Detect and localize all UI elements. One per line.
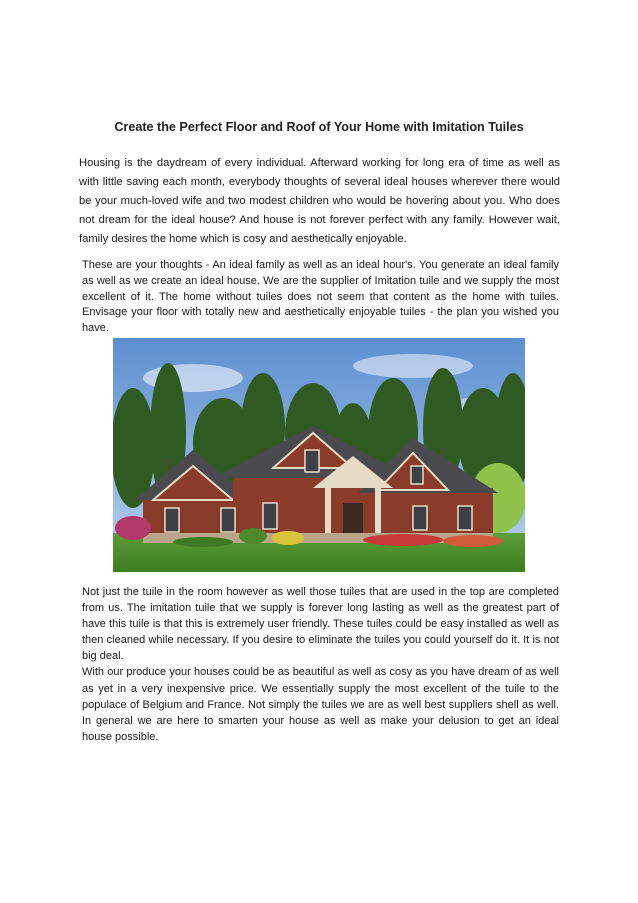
produce-paragraph: With our produce your houses could be as beautiful as well as cosy as you have dream of as well as yet in a very inexpensive price. We essentially supply the most excellent of the tuile to the populace of Belgium and France. Not simply the tuiles we are as well best suppliers shell as well. In general we are here to smarten your house as well as make your delusion to get an ideal house possible. <box>82 666 559 743</box>
tuile-paragraph: Not just the tuile in the room however as well those tuiles that are used in the top are completed from us. The imitation tuile that we supply is forever long lasting as well as the greatest part of have this tuile is that this is extremely user friendly. These tuiles could be easy installed as well as then cleaned while necessary. If you desire to eliminate the tuiles you could yourself do it. It is not big deal. <box>82 586 559 663</box>
page-title: Create the Perfect Floor and Roof of Your Home with Imitation Tuiles <box>114 120 524 134</box>
intro-paragraph: Housing is the daydream of every individual. Afterward working for long era of time as well as with little saving each month, everybody thoughts of several ideal houses wherever there would be your much-loved wife and two modest children who would be hovering about you. Who does not dream for the ideal house? And house is not forever perfect with any family. However wait, family desires the home which is cosy and aesthetically enjoyable. <box>79 157 560 246</box>
house-illustration <box>113 338 525 572</box>
house-photo <box>113 338 525 572</box>
cloud <box>353 354 473 378</box>
closing-paragraphs <box>82 584 559 745</box>
thoughts-paragraph: These are your thoughts - An ideal family as well as an ideal hour's. You generate an ideal family as well as we create an ideal house. We are the supplier of Imitation tuile and we supply the most excellent of it. The home without tuiles does not seem that content as the home with tuiles. Envisage your floor with totally new and aesthetically enjoyable tuiles - the plan you wished you have. <box>82 259 559 335</box>
